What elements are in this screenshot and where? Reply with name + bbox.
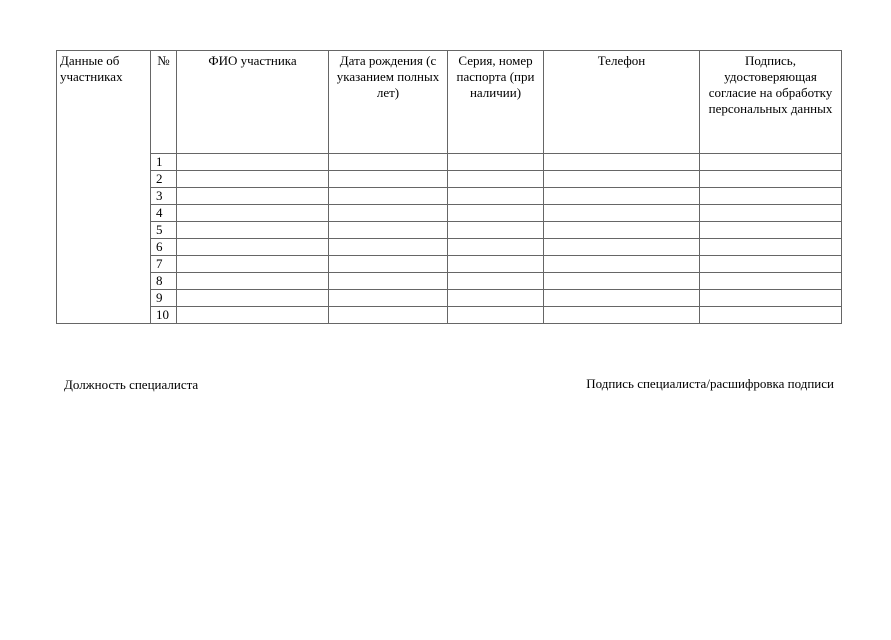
cell-consent[interactable]	[700, 171, 842, 188]
row-number: 9	[151, 290, 177, 307]
header-consent-label: Подпись, удостоверяющая согласие на обработку персональных данных	[708, 53, 833, 116]
header-number-label: №	[157, 53, 170, 68]
cell-phone[interactable]	[544, 222, 700, 239]
row-number: 3	[151, 188, 177, 205]
cell-birth-date[interactable]	[329, 273, 448, 290]
cell-consent[interactable]	[700, 273, 842, 290]
cell-phone[interactable]	[544, 290, 700, 307]
table-row	[57, 307, 842, 324]
table-row	[57, 256, 842, 273]
cell-phone[interactable]	[544, 239, 700, 256]
cell-birth-date[interactable]	[329, 205, 448, 222]
cell-passport[interactable]	[448, 290, 544, 307]
cell-birth-date[interactable]	[329, 171, 448, 188]
section-label-cell	[57, 51, 151, 324]
table-row	[57, 171, 842, 188]
cell-birth-date[interactable]	[329, 188, 448, 205]
cell-birth-date[interactable]	[329, 239, 448, 256]
cell-consent[interactable]	[700, 154, 842, 171]
cell-phone[interactable]	[544, 307, 700, 324]
cell-passport[interactable]	[448, 171, 544, 188]
cell-passport[interactable]	[448, 154, 544, 171]
cell-consent[interactable]	[700, 222, 842, 239]
table-row	[57, 154, 842, 171]
cell-name[interactable]	[177, 290, 329, 307]
cell-passport[interactable]	[448, 222, 544, 239]
cell-consent[interactable]	[700, 205, 842, 222]
table-row	[57, 222, 842, 239]
row-number: 6	[151, 239, 177, 256]
table-row	[57, 188, 842, 205]
cell-name[interactable]	[177, 171, 329, 188]
cell-name[interactable]	[177, 239, 329, 256]
cell-passport[interactable]	[448, 256, 544, 273]
table-row	[57, 290, 842, 307]
table-row	[57, 205, 842, 222]
cell-consent[interactable]	[700, 188, 842, 205]
cell-name[interactable]	[177, 205, 329, 222]
cell-phone[interactable]	[544, 273, 700, 290]
cell-passport[interactable]	[448, 239, 544, 256]
cell-birth-date[interactable]	[329, 256, 448, 273]
cell-name[interactable]	[177, 256, 329, 273]
cell-phone[interactable]	[544, 154, 700, 171]
cell-passport[interactable]	[448, 307, 544, 324]
table-row	[57, 239, 842, 256]
cell-consent[interactable]	[700, 256, 842, 273]
row-number: 10	[151, 307, 177, 324]
cell-birth-date[interactable]	[329, 290, 448, 307]
header-number	[151, 51, 177, 154]
cell-consent[interactable]	[700, 239, 842, 256]
cell-passport[interactable]	[448, 188, 544, 205]
header-phone-label: Телефон	[597, 53, 646, 68]
header-passport	[448, 51, 544, 154]
cell-birth-date[interactable]	[329, 222, 448, 239]
participants-table	[56, 50, 842, 324]
cell-phone[interactable]	[544, 205, 700, 222]
cell-name[interactable]	[177, 154, 329, 171]
header-passport-label: Серия, номер паспорта (при наличии)	[456, 53, 535, 100]
cell-phone[interactable]	[544, 188, 700, 205]
cell-phone[interactable]	[544, 171, 700, 188]
cell-name[interactable]	[177, 273, 329, 290]
header-birth-date-label: Дата рождения (с указанием полных лет)	[336, 53, 440, 100]
signature-label: Подпись специалиста/расшифровка подписи	[586, 376, 834, 391]
row-number: 2	[151, 171, 177, 188]
cell-name[interactable]	[177, 222, 329, 239]
cell-name[interactable]	[177, 307, 329, 324]
table-row	[57, 273, 842, 290]
cell-passport[interactable]	[448, 205, 544, 222]
position-label: Должность специалиста	[64, 377, 199, 392]
header-consent	[700, 51, 842, 154]
row-number: 4	[151, 205, 177, 222]
header-name-label: ФИО участника	[208, 53, 297, 68]
cell-passport[interactable]	[448, 273, 544, 290]
section-label: Данные об участниках	[60, 53, 123, 84]
cell-birth-date[interactable]	[329, 154, 448, 171]
cell-birth-date[interactable]	[329, 307, 448, 324]
cell-consent[interactable]	[700, 307, 842, 324]
header-phone	[544, 51, 700, 154]
row-number: 8	[151, 273, 177, 290]
cell-name[interactable]	[177, 188, 329, 205]
row-number: 1	[151, 154, 177, 171]
cell-phone[interactable]	[544, 256, 700, 273]
header-name	[177, 51, 329, 154]
header-row	[57, 51, 842, 154]
row-number: 7	[151, 256, 177, 273]
header-birth-date	[329, 51, 448, 154]
cell-consent[interactable]	[700, 290, 842, 307]
row-number: 5	[151, 222, 177, 239]
